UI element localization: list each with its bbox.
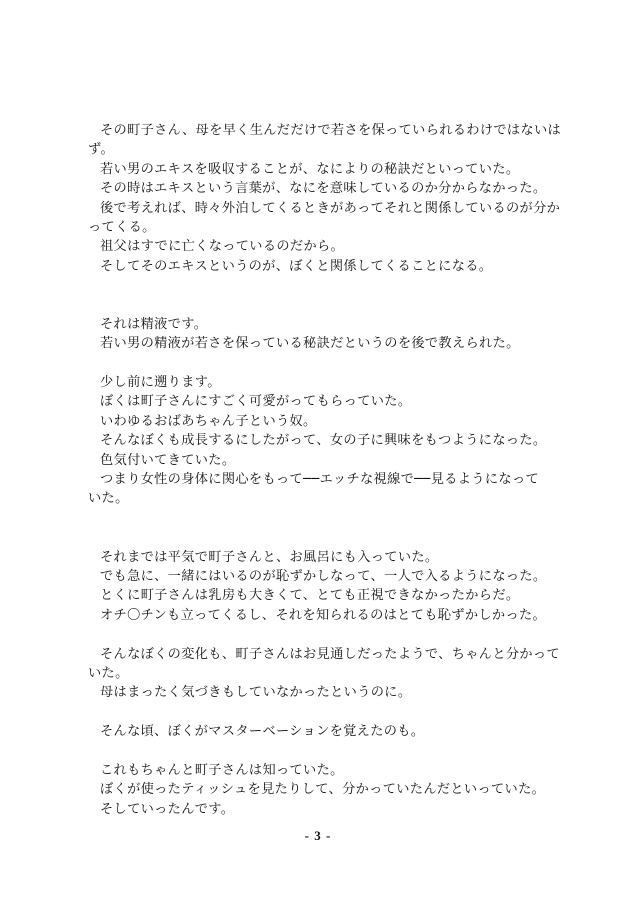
blank-line — [88, 354, 558, 373]
blank-line — [88, 742, 558, 761]
text-line: その町子さん、母を早く生んだだけで若さを保っていられるわけではないは — [100, 123, 562, 138]
text-line: ぼくが使ったティッシュを見たりして、分かっていたんだといっていた。 — [100, 782, 546, 798]
blank-line — [88, 509, 558, 528]
text-line: いわゆるおばあちゃん子という奴。 — [100, 413, 317, 429]
text-line: そんな頃、ぼくがマスターベーションを覚えたのも。 — [100, 724, 425, 740]
text-line: そしてそのエキスというのが、ぼくと関係してくることになる。 — [100, 258, 493, 274]
text-line: 色気付いてきていた。 — [100, 452, 236, 468]
text-line: 若い男の精液が若さを保っている秘訣だというのを後で教えられた。 — [100, 336, 520, 352]
text-line: 母はまったく気づきもしていなかったというのに。 — [100, 685, 412, 701]
text-line: ぼくは町子さんにすごく可愛がってもらっていた。 — [100, 394, 412, 410]
text-line: それは精液です。 — [100, 316, 208, 332]
text-line: そんなぼくも成長するにしたがって、女の子に興味をもつようになった。 — [100, 433, 547, 449]
text-line: 後で考えれば、時々外泊してくるときがあってそれと関係しているのが分か — [100, 200, 561, 216]
blank-line — [88, 703, 558, 722]
text-line: つまり女性の身体に関心をもって──エッチな視線で──見るようになって — [100, 472, 540, 488]
text-line: ず。 — [88, 142, 115, 158]
text-line: そしていったんです。 — [100, 801, 235, 817]
text-line: 少し前に遡ります。 — [100, 375, 221, 391]
document-body — [88, 121, 562, 819]
blank-line — [88, 625, 558, 644]
text-line: でも急に、一緒にはいるのが恥ずかしなって、一人で入るようになった。 — [100, 568, 547, 584]
text-line: それまでは平気で町子さんと、お風呂にも入っていた。 — [100, 549, 439, 565]
text-line: オチ〇チンも立ってくるし、それを知られるのはとても恥ずかしかった。 — [100, 607, 547, 623]
text-line: とくに町子さんは乳房も大きくて、とても正視できなかったからだ。 — [100, 588, 520, 604]
text-line: その時はエキスという言葉が、なにを意味しているのか分からなかった。 — [100, 181, 547, 197]
text-line: これもちゃんと町子さんは知っていた。 — [100, 762, 344, 778]
blank-line — [88, 528, 558, 547]
text-line: 祖父はすでに亡くなっているのだから。 — [100, 239, 345, 255]
text-line: いた。 — [88, 665, 129, 681]
blank-line — [88, 296, 558, 315]
text-line: 若い男のエキスを吸収することが、なによりの秘訣だといっていた。 — [100, 161, 520, 177]
text-line: いた。 — [88, 491, 129, 507]
text-line: そんなぼくの変化も、町子さんはお見通しだったようで、ちゃんと分かって — [100, 646, 561, 662]
page-number: - 3 - — [304, 828, 332, 843]
text-line: ってくる。 — [88, 219, 156, 235]
blank-line — [88, 276, 558, 295]
